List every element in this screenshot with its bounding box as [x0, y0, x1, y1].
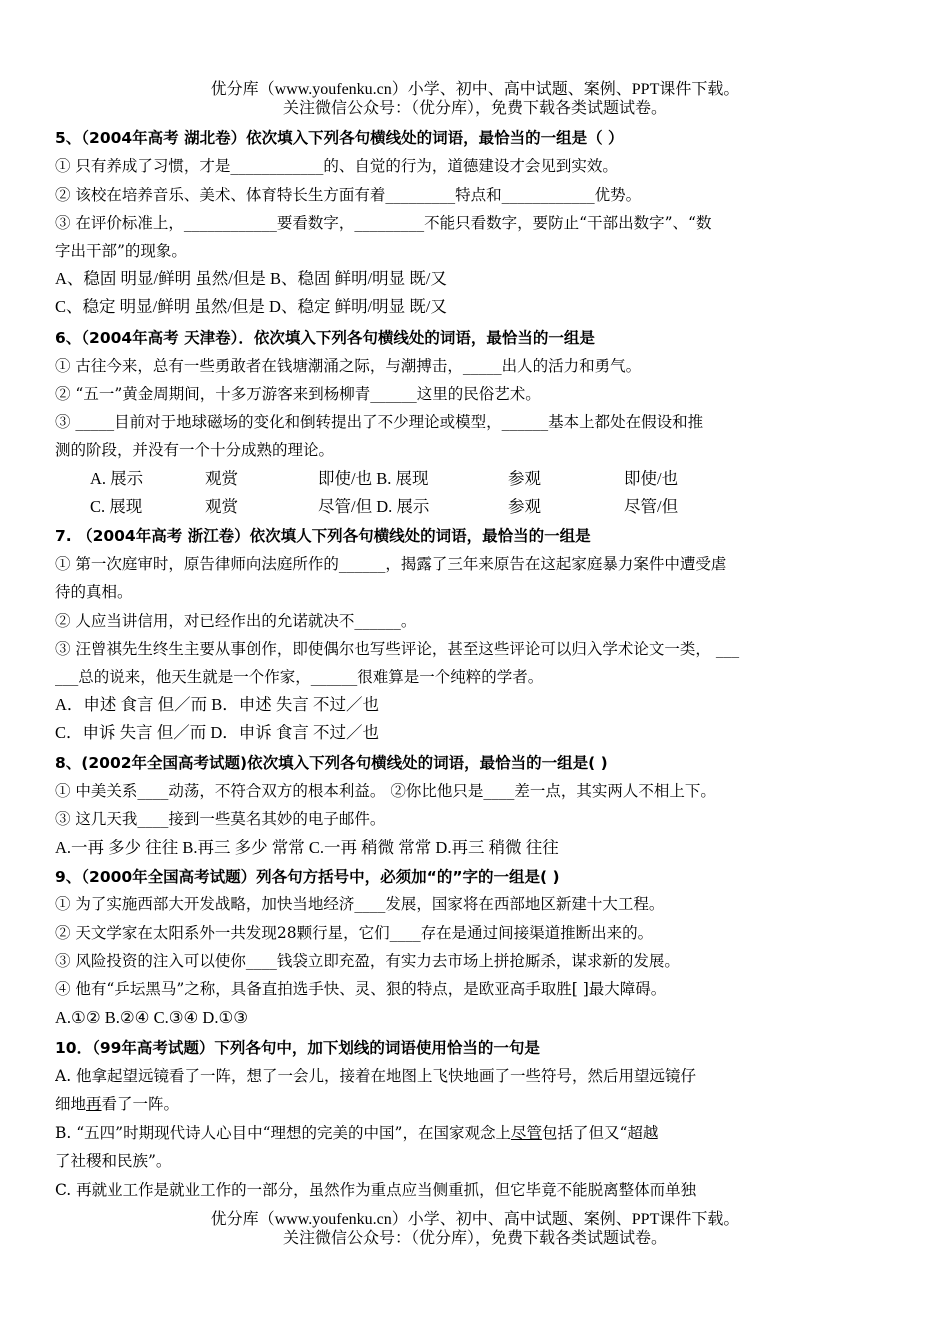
q7-sentence-3a: ③ 汪曾祺先生终生主要从事创作，即使偶尔也写些评论，甚至这些评论可以归入学术论文一类， ___	[55, 640, 740, 658]
q6-opt-c-4: 参观	[508, 497, 541, 516]
q6-opt-a-3: 即使/也 B. 展现	[318, 469, 429, 488]
q6-opt-a-4: 参观	[508, 469, 541, 488]
q7-sentence-1b: 待的真相。	[55, 583, 133, 601]
q5-sentence-3b: 字出干部”的现象。	[55, 242, 187, 260]
header-line-2: 关注微信公众号：（优分库），免费下载各类试题试卷。	[282, 100, 667, 117]
q6-opt-c-1: C. 展现	[90, 497, 143, 516]
q6-options-ab	[90, 466, 940, 492]
q7-sentence-1a: ① 第一次庭审时，原告律师向法庭所作的______，揭露了三年来原告在这起家庭暴力案件中遭受虐	[55, 555, 727, 573]
footer-line-2: 关注微信公众号：（优分库），免费下载各类试题试卷。	[282, 1230, 667, 1247]
q6-sentence-2: ② “五一”黄金周期间，十多万游客来到杨柳青______这里的民俗艺术。	[55, 385, 541, 403]
header-line-1: 优分库（www.youfenku.cn）小学、初中、高中试题、案例、PPT课件下载。	[210, 81, 740, 98]
q7-title: 7. （2004年高考 浙江卷）依次填人下列各句横线处的词语，最恰当的一组是	[55, 527, 591, 545]
q10-b-underlined-word: 尽管	[510, 1124, 542, 1142]
q10-b-prefix: B. “五四”时期现代诗人心目中“理想的完美的中国”，在国家观念上	[55, 1124, 511, 1142]
q7-options-ab: A．申述 食言 但／而 B．申述 失言 不过／也	[55, 695, 380, 714]
q5-options-cd: C、稳定 明显/鲜明 虽然/但是 D、稳定 鲜明/明显 既/又	[55, 297, 447, 316]
q6-opt-a-1: A. 展示	[90, 469, 144, 488]
q9-sentence-2: ② 天文学家在太阳系外一共发现28颗行星，它们____存在是通过间接渠道推断出来的。	[55, 924, 654, 942]
q8-options: A.一再 多少 往往 B.再三 多少 常常 C.一再 稍微 常常 D.再三 稍微 往往	[55, 838, 559, 857]
q10-option-a-line-2	[55, 1091, 905, 1117]
q10-option-c-line-1: C. 再就业工作是就业工作的一部分，虽然作为重点应当侧重抓，但它毕竟不能脱离整体而单独	[55, 1181, 697, 1199]
q10-option-a-line-1: A. 他拿起望远镜看了一阵，想了一会儿，接着在地图上飞快地画了一些符号，然后用望远镜仔	[55, 1067, 697, 1085]
q6-sentence-3b: 测的阶段，并没有一个十分成熟的理论。	[55, 441, 335, 459]
q8-sentence-1: ① 中美关系____动荡，不符合双方的根本利益。 ②你比他只是____差一点，其实两人不相上下。	[55, 782, 716, 800]
q9-options: A.①② B.②④ C.③④ D.①③	[55, 1008, 249, 1027]
q10-option-b-line-1	[55, 1120, 905, 1146]
q8-title: 8、(2002年全国高考试题)依次填入下列各句横线处的词语，最恰当的一组是( )	[55, 754, 608, 772]
q7-sentence-3b: ___总的说来，他天生就是一个作家，______很难算是一个纯粹的学者。	[55, 668, 544, 686]
q5-options-ab: A、稳固 明显/鲜明 虽然/但是 B、稳固 鲜明/明显 既/又	[55, 269, 447, 288]
q5-sentence-3a: ③ 在评价标准上，____________要看数字，_________不能只看数字，要防止“干部出数字”、“数	[55, 214, 712, 232]
q10-title: 10．（99年高考试题）下列各句中，加下划线的词语使用恰当的一句是	[55, 1039, 540, 1057]
q6-sentence-3a: ③ _____目前对于地球磁场的变化和倒转提出了不少理论或模型，______基本上都处在假设和推	[55, 413, 704, 431]
q6-opt-a-2: 观赏	[205, 469, 238, 488]
q7-options-cd: C．申诉 失言 但／而 D．申诉 食言 不过／也	[55, 723, 380, 742]
q6-opt-c-3: 尽管/但 D. 展示	[318, 497, 430, 516]
q6-opt-c-5: 尽管/但	[624, 497, 679, 516]
footer-line-1: 优分库（www.youfenku.cn）小学、初中、高中试题、案例、PPT课件下载。	[210, 1211, 740, 1228]
q9-sentence-1: ① 为了实施西部大开发战略，加快当地经济____发展，国家将在西部地区新建十大工程。	[55, 895, 665, 913]
q7-sentence-2: ② 人应当讲信用，对已经作出的允诺就决不______。	[55, 612, 417, 630]
q10-a-prefix: 细地	[55, 1095, 87, 1113]
q6-options-cd	[90, 494, 940, 520]
q9-sentence-4: ④ 他有“乒坛黑马”之称，具备直拍选手快、灵、狠的特点，是欧亚高手取胜[ ]最大障碍。	[55, 980, 667, 998]
q8-sentence-2: ③ 这几天我____接到一些莫名其妙的电子邮件。	[55, 810, 386, 828]
q10-b-suffix: 包括了但又“超越	[541, 1124, 659, 1142]
q10-a-underlined-word: 再	[86, 1095, 102, 1113]
q6-title: 6、（2004年高考 天津卷）．依次填入下列各句横线处的词语，最恰当的一组是	[55, 329, 595, 347]
q5-sentence-2: ② 该校在培养音乐、美术、体育特长生方面有着_________特点和____________优势。	[55, 186, 642, 204]
q9-title: 9、（2000年全国高考试题）列各句方括号中，必须加“的”字的一组是( )	[55, 868, 560, 886]
q6-opt-a-5: 即使/也	[624, 469, 679, 488]
q10-option-b-line-2: 了社稷和民族”。	[55, 1152, 172, 1170]
q6-opt-c-2: 观赏	[205, 497, 238, 516]
q9-sentence-3: ③ 风险投资的注入可以使你____钱袋立即充盈，有实力去市场上拼抢厮杀，谋求新的发展。	[55, 952, 680, 970]
q5-title: 5、（2004年高考 湖北卷）依次填入下列各句横线处的词语，最恰当的一组是（ ）	[55, 129, 624, 147]
q10-a-suffix: 看了一阵。	[101, 1095, 180, 1113]
q6-sentence-1: ① 古往今来，总有一些勇敢者在钱塘潮涌之际，与潮搏击，_____出人的活力和勇气。	[55, 357, 642, 375]
q5-sentence-1: ① 只有养成了习惯，才是____________的、自觉的行为，道德建设才会见到实效。	[55, 157, 618, 175]
